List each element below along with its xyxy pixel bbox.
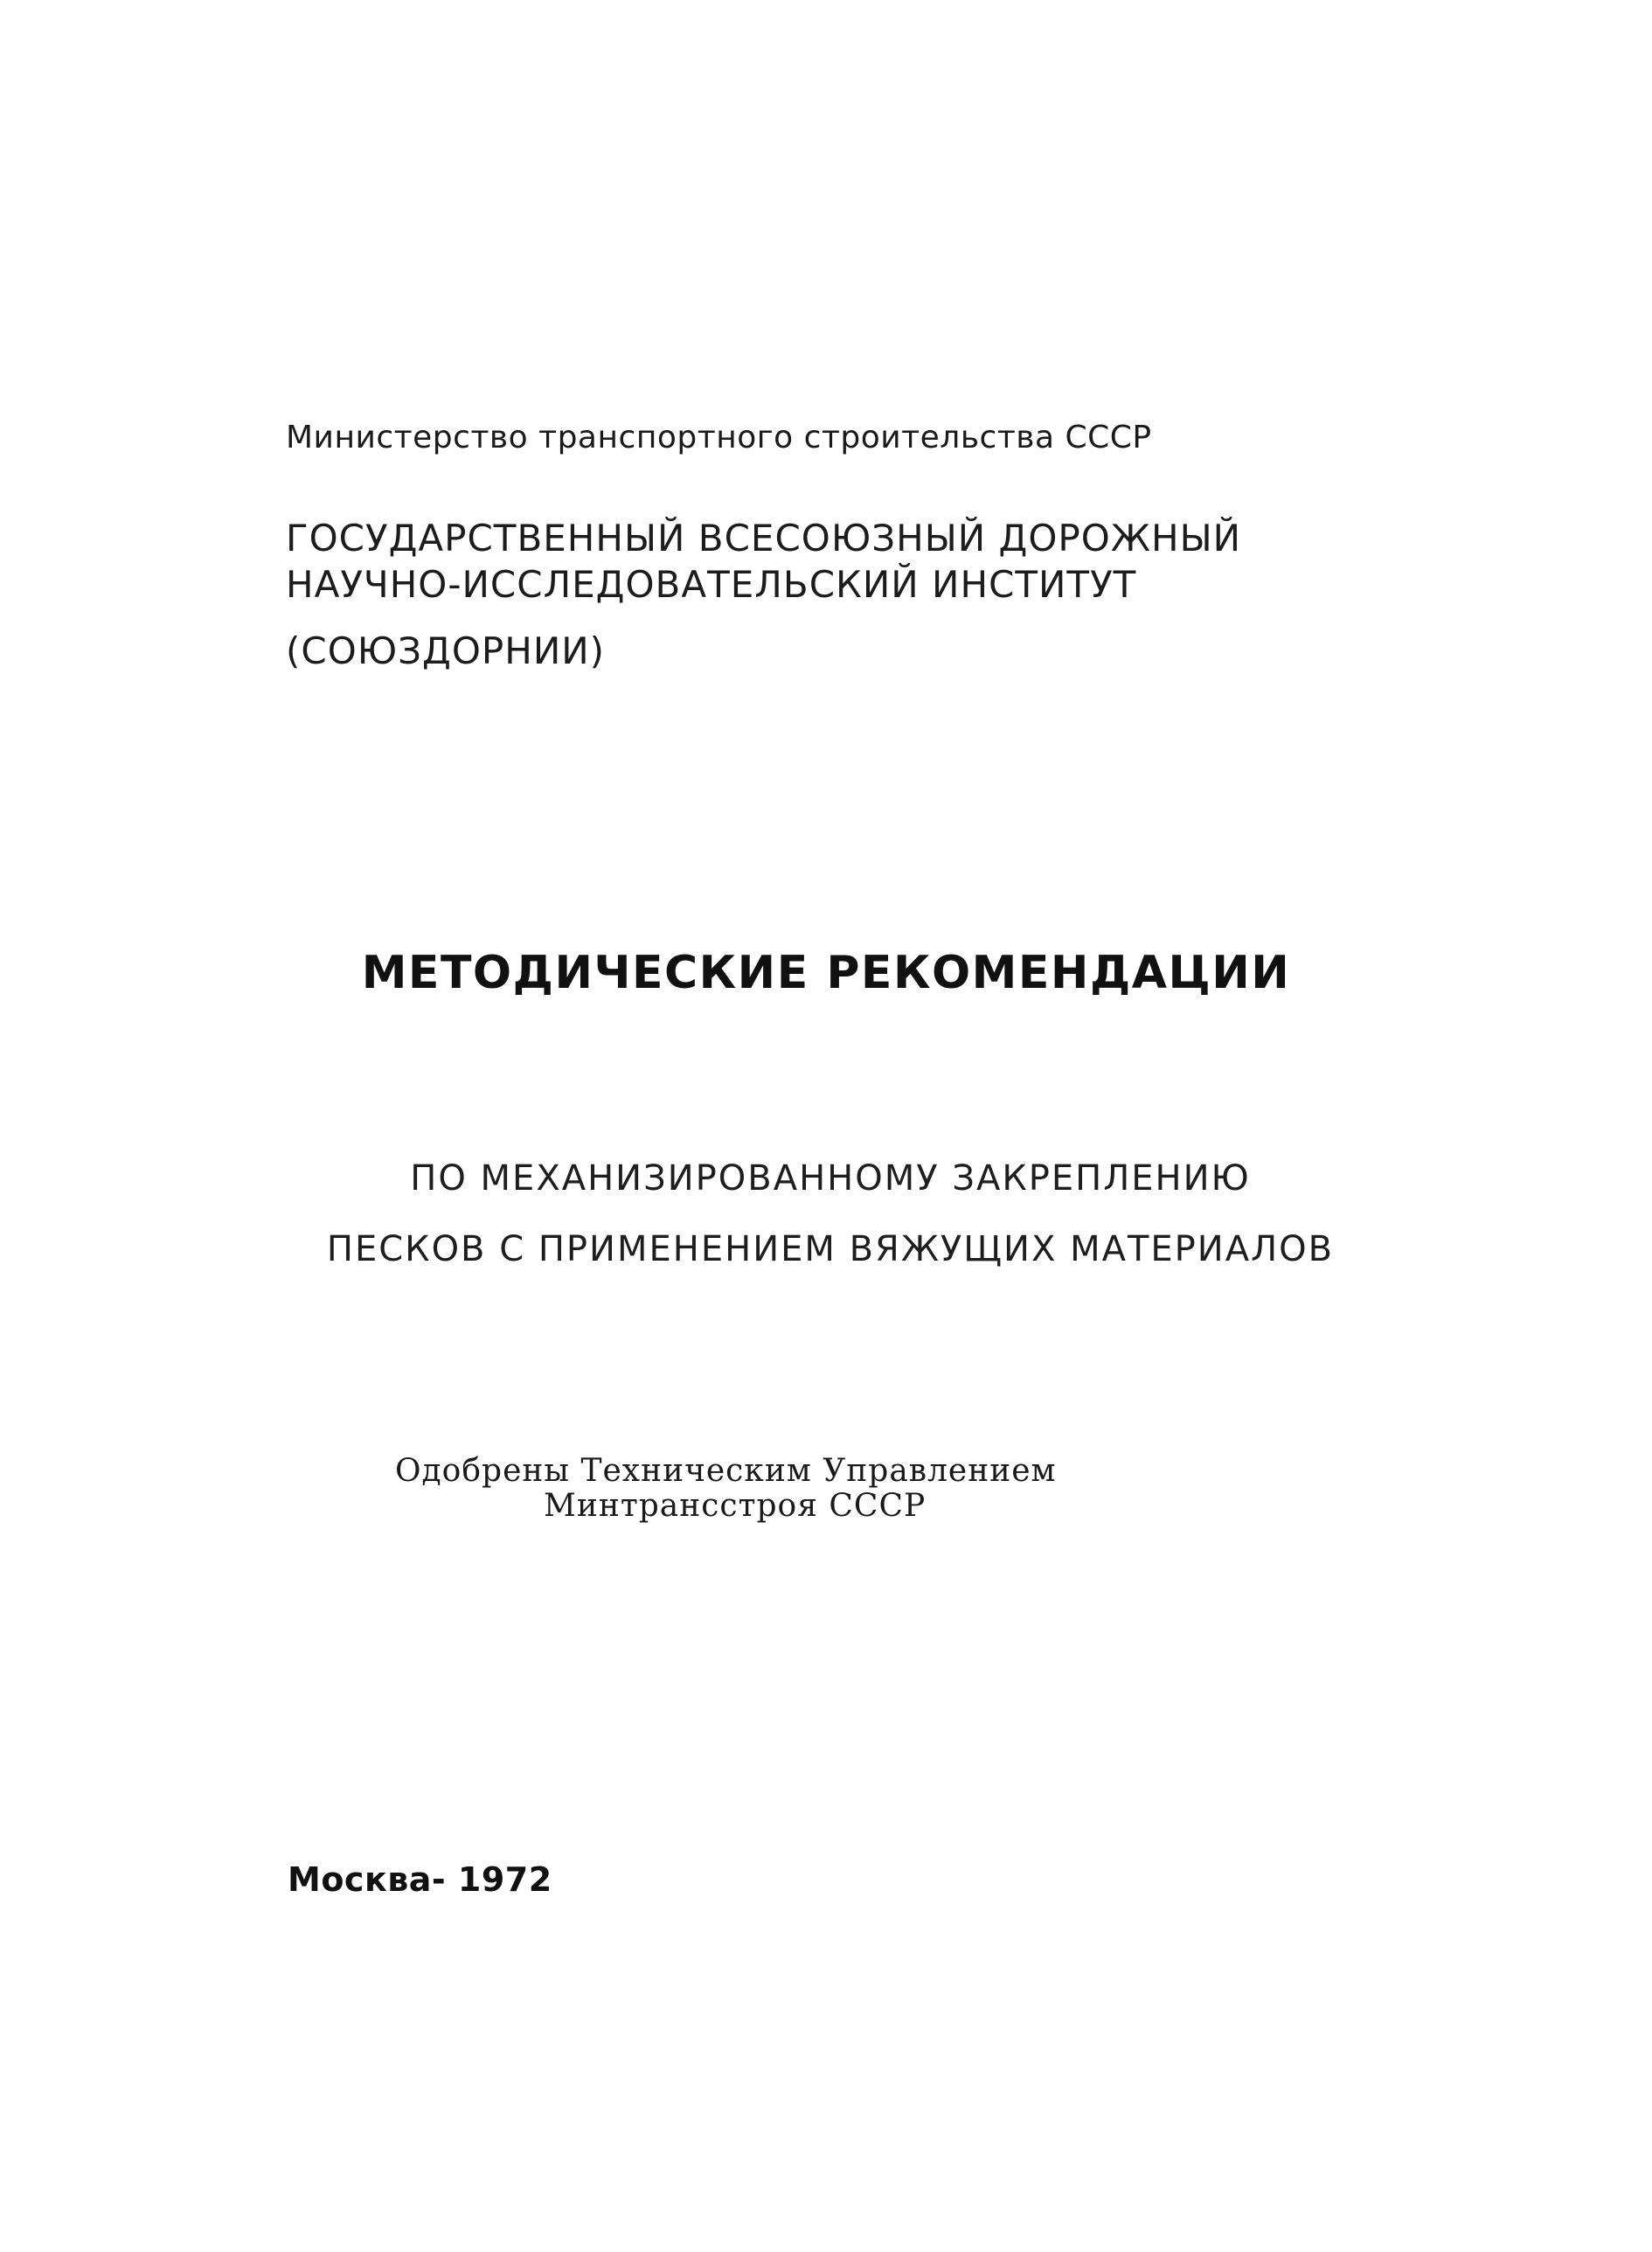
ministry-name: Министерство транспортного строительства СССР xyxy=(286,420,1152,455)
institute-abbreviation: (СОЮЗДОРНИИ) xyxy=(286,629,606,672)
approval-line-1: Одобрены Техническим Управлением xyxy=(395,1453,1057,1489)
publication-city-year: Москва- 1972 xyxy=(288,1860,552,1899)
document-subtitle-line-1: ПО МЕХАНИЗИРОВАННОМУ ЗАКРЕПЛЕНИЮ xyxy=(410,1158,1251,1199)
institute-name-line-1: ГОСУДАРСТВЕННЫЙ ВСЕСОЮЗНЫЙ ДОРОЖНЫЙ xyxy=(286,517,1242,560)
institute-name-line-2: НАУЧНО-ИССЛЕДОВАТЕЛЬСКИЙ ИНСТИТУТ xyxy=(286,563,1137,606)
document-title: МЕТОДИЧЕСКИЕ РЕКОМЕНДАЦИИ xyxy=(361,947,1291,999)
approval-line-2: Минтрансстроя СССР xyxy=(544,1488,927,1524)
document-subtitle-line-2: ПЕСКОВ С ПРИМЕНЕНИЕМ ВЯЖУЩИХ МАТЕРИАЛОВ xyxy=(326,1229,1335,1269)
